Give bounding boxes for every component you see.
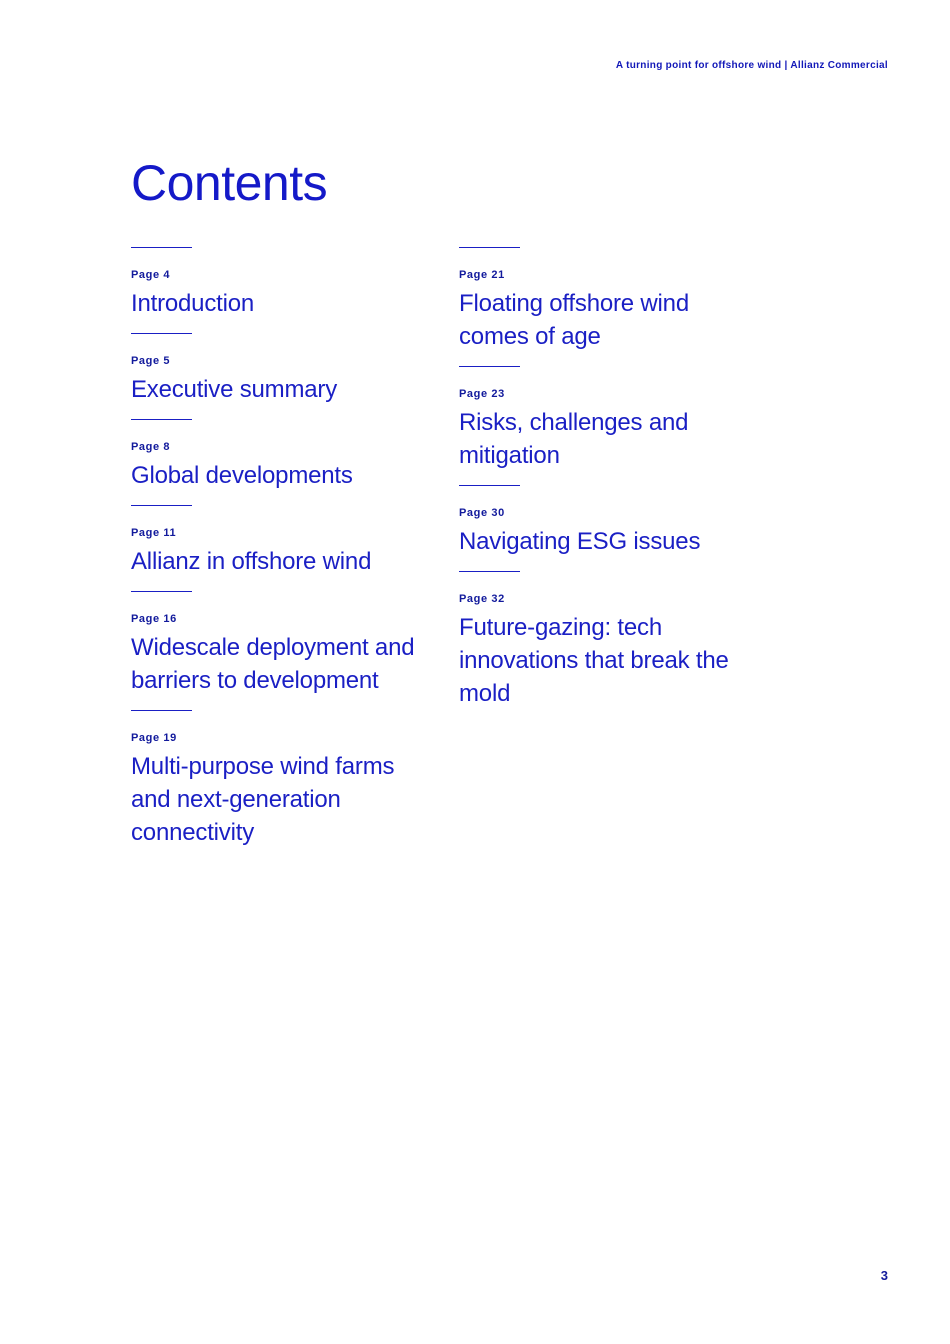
toc-heading: Risks, challenges and mitigation (459, 409, 689, 469)
toc-entry-global-developments[interactable] (131, 419, 421, 492)
running-header: A turning point for offshore wind | Allianz Commercial (615, 60, 888, 71)
toc-page-ref: Page 30 (459, 507, 505, 519)
page-number: 3 (880, 1268, 888, 1283)
divider (131, 247, 192, 248)
toc-left-column (131, 247, 421, 862)
divider (131, 710, 192, 711)
toc-heading: Navigating ESG issues (459, 528, 701, 555)
toc-page-ref: Page 8 (131, 441, 171, 453)
toc-page-ref: Page 16 (131, 613, 177, 625)
toc-heading: Global developments (131, 462, 353, 489)
toc-page-ref: Page 5 (131, 355, 171, 367)
toc-entry-introduction[interactable] (131, 247, 421, 320)
toc-right-column (459, 247, 749, 723)
divider (459, 247, 520, 248)
divider (131, 419, 192, 420)
toc-entry-allianz-offshore-wind[interactable] (131, 505, 421, 578)
divider (459, 571, 520, 572)
toc-page-ref: Page 11 (131, 527, 177, 539)
divider (131, 591, 192, 592)
toc-page-ref: Page 32 (459, 593, 505, 605)
toc-heading: Floating offshore wind comes of age (459, 290, 689, 350)
toc-page-ref: Page 23 (459, 388, 505, 400)
divider (459, 366, 520, 367)
toc-entry-future-gazing[interactable] (459, 571, 749, 710)
toc-page-ref: Page 4 (131, 269, 171, 281)
toc-entry-esg-issues[interactable] (459, 485, 749, 558)
toc-page-ref: Page 19 (131, 732, 177, 744)
toc-page-ref: Page 21 (459, 269, 505, 281)
divider (131, 505, 192, 506)
toc-heading: Introduction (131, 290, 255, 317)
toc-entry-risks-challenges[interactable] (459, 366, 749, 472)
page-title: Contents (131, 155, 328, 211)
toc-entry-multi-purpose-wind-farms[interactable] (131, 710, 421, 849)
toc-entry-floating-offshore-wind[interactable] (459, 247, 749, 353)
toc-heading: Allianz in offshore wind (131, 548, 372, 575)
toc-entry-widescale-deployment[interactable] (131, 591, 421, 697)
toc-heading: Future-gazing: tech innovations that break the mold (459, 614, 729, 707)
toc-entry-executive-summary[interactable] (131, 333, 421, 406)
divider (459, 485, 520, 486)
toc-heading: Multi-purpose wind farms and next-generation connectivity (131, 753, 395, 846)
toc-heading: Executive summary (131, 376, 337, 403)
divider (131, 333, 192, 334)
toc-heading: Widescale deployment and barriers to development (131, 634, 415, 694)
